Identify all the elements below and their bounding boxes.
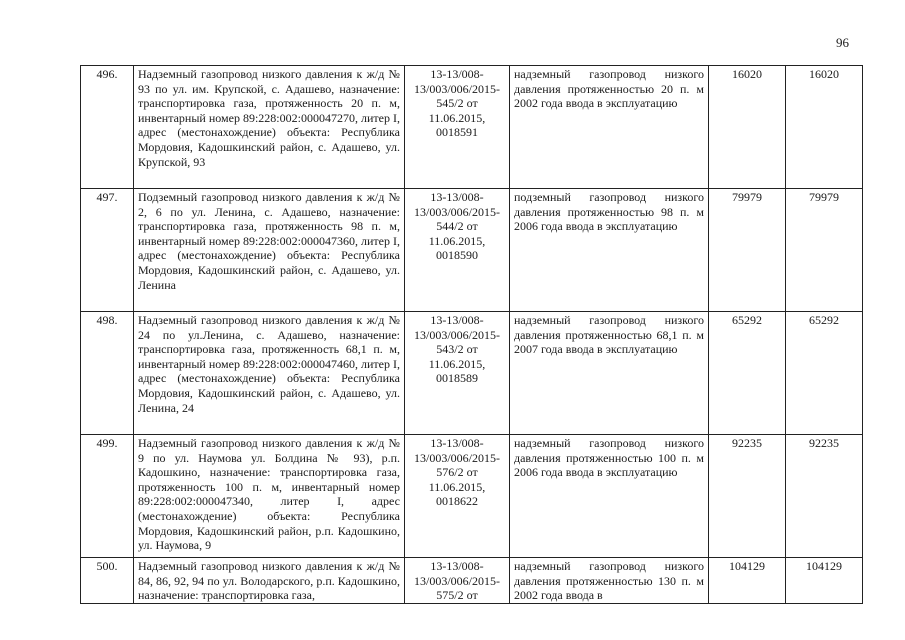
table-row: [81, 189, 863, 312]
object-characteristics: надземный газопровод низкого давления протяженностью 68,1 п. м 2007 года ввода в эксплуатацию: [510, 312, 709, 435]
value-cell: 104129: [709, 558, 786, 604]
row-number: 497.: [81, 189, 134, 312]
table-row: [81, 312, 863, 435]
object-characteristics: надземный газопровод низкого давления протяженностью 100 п. м 2006 года ввода в эксплуатацию: [510, 435, 709, 558]
row-number: 496.: [81, 66, 134, 189]
registration-record: 13-13/008-13/003/006/2015-575/2 от: [405, 558, 510, 604]
page-number: 96: [836, 35, 849, 50]
row-number: 498.: [81, 312, 134, 435]
value-cell: 92235: [709, 435, 786, 558]
object-description: Надземный газопровод низкого давления к ж/д № 84, 86, 92, 94 по ул. Володарского, р.п. Кадошкино, назначение: транспортировка газа,: [134, 558, 405, 604]
row-number: 499.: [81, 435, 134, 558]
value-cell: 16020: [709, 66, 786, 189]
table-row: [81, 558, 863, 604]
property-registry-table: [80, 65, 863, 604]
table-row: [81, 435, 863, 558]
object-description: Надземный газопровод низкого давления к ж/д № 9 по ул. Наумова ул. Болдина № 93), р.п. Кадошкино, назначение: транспортировка газа, протяженность 100 п. м, инвентарный номер 89:228:002:000047340, литер I, адрес (местонахождение) объекта: Республика Мордовия, Кадошкинский район, р.п. Кадошкино, ул. Наумова, 9: [134, 435, 405, 558]
object-description: Надземный газопровод низкого давления к ж/д № 24 по ул.Ленина, с. Адашево, назначение: транспортировка газа, протяженность 68,1 п. м, инвентарный номер 89:228:002:000047460, литер I, адрес (местонахождение) объекта: Республика Мордовия, Кадошкинский район, с. Адашево, ул. Ленина, 24: [134, 312, 405, 435]
row-number: 500.: [81, 558, 134, 604]
value-cell: 79979: [786, 189, 863, 312]
value-cell: 79979: [709, 189, 786, 312]
value-cell: 104129: [786, 558, 863, 604]
registration-record: 13-13/008-13/003/006/2015-576/2 от 11.06.2015, 0018622: [405, 435, 510, 558]
value-cell: 92235: [786, 435, 863, 558]
object-description: Надземный газопровод низкого давления к ж/д № 93 по ул. им. Крупской, с. Адашево, назначение: транспортировка газа, протяженность 20 п. м, инвентарный номер 89:228:002:000047270, литер I, адрес (местонахождение) объекта: Республика Мордовия, Кадошкинский район, с. Адашево, ул. Крупской, 93: [134, 66, 405, 189]
object-description: Подземный газопровод низкого давления к ж/д № 2, 6 по ул. Ленина, с. Адашево, назначение: транспортировка газа, протяженность 98 п. м, инвентарный номер 89:228:002:000047360, литер I, адрес (местонахождение) объекта: Республика Мордовия, Кадошкинский район, с. Адашево, ул. Ленина: [134, 189, 405, 312]
value-cell: 16020: [786, 66, 863, 189]
table-row: [81, 66, 863, 189]
value-cell: 65292: [786, 312, 863, 435]
registration-record: 13-13/008-13/003/006/2015-545/2 от 11.06.2015, 0018591: [405, 66, 510, 189]
registration-record: 13-13/008-13/003/006/2015-543/2 от 11.06.2015, 0018589: [405, 312, 510, 435]
registration-record: 13-13/008-13/003/006/2015-544/2 от 11.06.2015, 0018590: [405, 189, 510, 312]
value-cell: 65292: [709, 312, 786, 435]
object-characteristics: подземный газопровод низкого давления протяженностью 98 п. м 2006 года ввода в эксплуатацию: [510, 189, 709, 312]
object-characteristics: надземный газопровод низкого давления протяженностью 130 п. м 2002 года ввода в: [510, 558, 709, 604]
object-characteristics: надземный газопровод низкого давления протяженностью 20 п. м 2002 года ввода в эксплуатацию: [510, 66, 709, 189]
